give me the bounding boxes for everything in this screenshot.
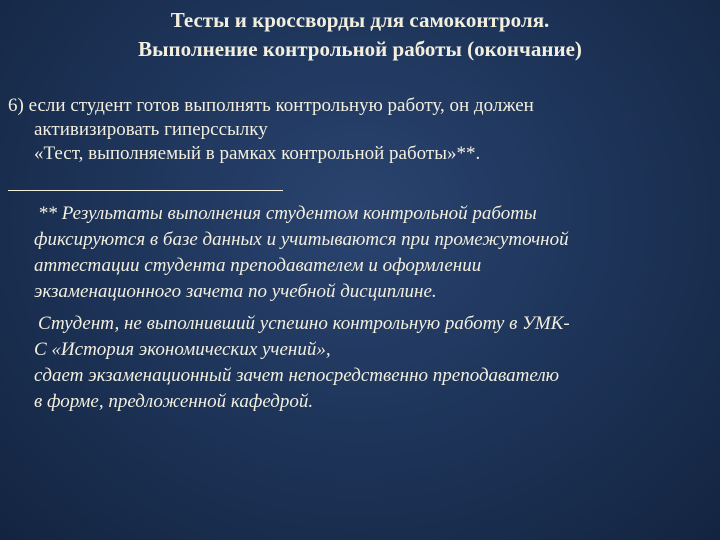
title-line: Выполнение контрольной работы (окончание) bbox=[138, 37, 582, 61]
item-6-line: 6) если студент готов выполнять контрольную работу, он должен bbox=[8, 95, 534, 116]
item-6-line: активизировать гиперссылку bbox=[34, 119, 268, 140]
note-line: в форме, предложенной кафедрой. bbox=[34, 391, 314, 412]
footnote-line: фиксируются в базе данных и учитываются при промежуточной bbox=[34, 229, 569, 250]
item-6 bbox=[8, 94, 712, 166]
note-line: С «История экономических учений», bbox=[34, 339, 331, 360]
footnote-line: аттестации студента преподавателем и оформлении bbox=[34, 255, 482, 276]
note-line: Студент, не выполнивший успешно контрольную работу в УМК- bbox=[38, 313, 570, 334]
title-line: Тесты и кроссворды для самоконтроля. bbox=[170, 8, 550, 32]
footnote-line: экзаменационного зачета по учебной дисциплине. bbox=[34, 281, 437, 302]
note-line: сдает экзаменационный зачет непосредственно преподавателю bbox=[34, 365, 560, 386]
student-note bbox=[8, 311, 712, 415]
slide-title bbox=[0, 6, 720, 64]
footnote-separator bbox=[8, 190, 283, 191]
footnote-line: ** Результаты выполнения студентом контрольной работы bbox=[38, 203, 537, 224]
footnote bbox=[8, 201, 712, 305]
slide-body bbox=[8, 94, 712, 415]
item-6-line: «Тест, выполняемый в рамках контрольной работы»**. bbox=[34, 143, 481, 164]
